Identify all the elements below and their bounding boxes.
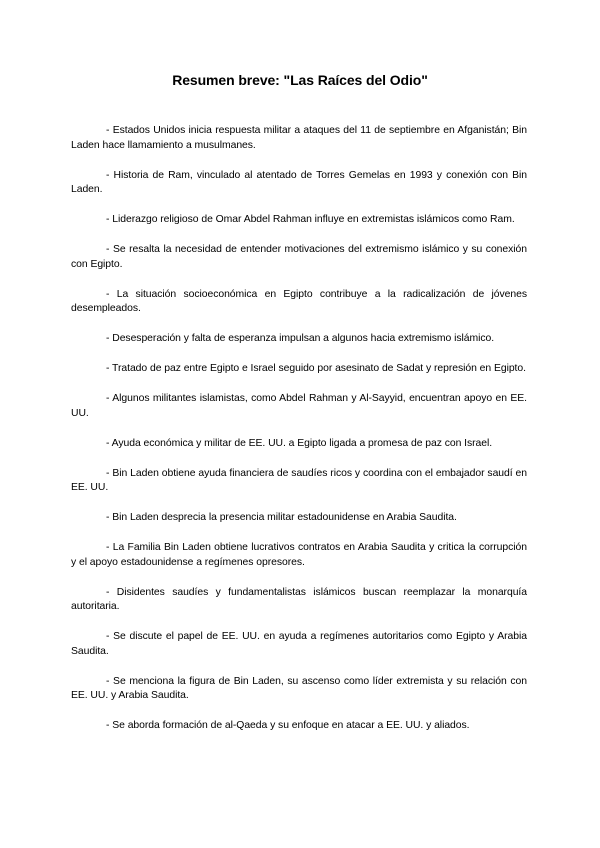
list-item: - Historia de Ram, vinculado al atentado de Torres Gemelas en 1993 y conexión con Bin Laden. bbox=[71, 169, 527, 195]
list-item: - Se resalta la necesidad de entender motivaciones del extremismo islámico y su conexión con Egipto. bbox=[71, 244, 527, 270]
list-item: - Bin Laden desprecia la presencia militar estadounidense en Arabia Saudita. bbox=[106, 512, 457, 523]
list-item: - Se discute el papel de EE. UU. en ayuda a regímenes autoritarios como Egipto y Arabia Saudita. bbox=[71, 631, 527, 657]
list-item: - Liderazgo religioso de Omar Abdel Rahman influye en extremistas islámicos como Ram. bbox=[106, 214, 515, 225]
list-item: - Bin Laden obtiene ayuda financiera de saudíes ricos y coordina con el embajador saudí en EE. UU. bbox=[71, 467, 527, 493]
list-item: - Se aborda formación de al-Qaeda y su enfoque en atacar a EE. UU. y aliados. bbox=[106, 720, 470, 731]
page-title: Resumen breve: "Las Raíces del Odio" bbox=[172, 72, 428, 88]
list-item: - Disidentes saudíes y fundamentalistas islámicos buscan reemplazar la monarquía autoritaria. bbox=[71, 586, 527, 612]
list-item: - Desesperación y falta de esperanza impulsan a algunos hacia extremismo islámico. bbox=[106, 333, 495, 344]
summary-list bbox=[71, 124, 527, 749]
list-item: - La situación socioeconómica en Egipto contribuye a la radicalización de jóvenes desempleados. bbox=[71, 288, 527, 314]
list-item: - Algunos militantes islamistas, como Abdel Rahman y Al-Sayyid, encuentran apoyo en EE. UU. bbox=[71, 393, 527, 419]
list-item: - Ayuda económica y militar de EE. UU. a Egipto ligada a promesa de paz con Israel. bbox=[106, 437, 493, 449]
list-item: - Se menciona la figura de Bin Laden, su ascenso como líder extremista y su relación con EE. UU. y Arabia Saudita. bbox=[71, 675, 527, 701]
list-item: - Estados Unidos inicia respuesta militar a ataques del 11 de septiembre en Afganistán; Bin Laden hace llamamiento a musulmanes. bbox=[71, 125, 527, 151]
list-item: - Tratado de paz entre Egipto e Israel seguido por asesinato de Sadat y represión en Egipto. bbox=[106, 363, 526, 374]
list-item: - La Familia Bin Laden obtiene lucrativos contratos en Arabia Saudita y critica la corrupción y el apoyo estadounidense a regímenes opresores. bbox=[71, 542, 527, 568]
